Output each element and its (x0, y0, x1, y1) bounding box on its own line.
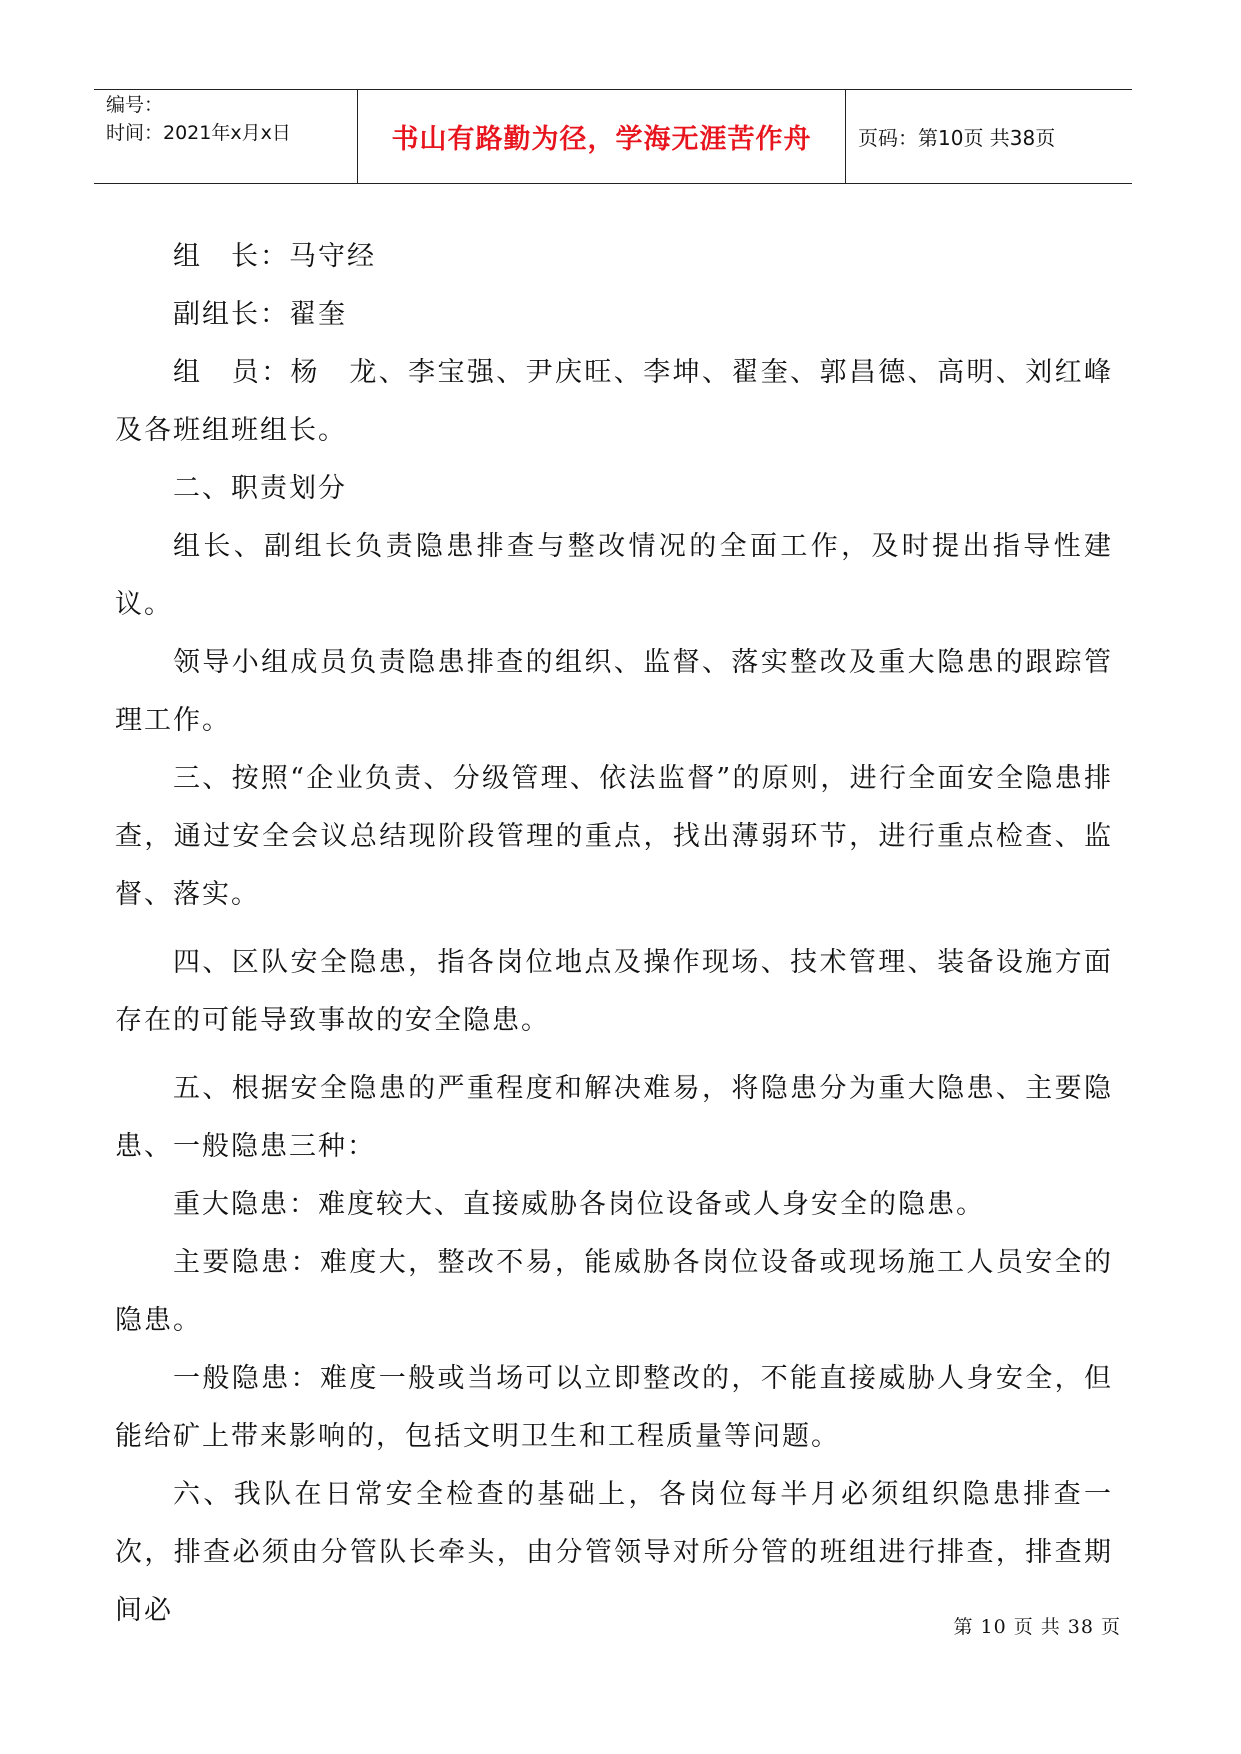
paragraph-section-six: 六、我队在日常安全检查的基础上，各岗位每半月必须组织隐患排查一次，排查必须由分管队长牵头，由分管领导对所分管的班组进行排查，排查期间必 (115, 1479, 1113, 1626)
header-page-cell (846, 90, 1132, 183)
paragraph-major-hazard: 重大隐患：难度较大、直接威胁各岗位设备或人身安全的隐患。 (173, 1189, 985, 1220)
paragraph-general-hazard: 一般隐患：难度一般或当场可以立即整改的，不能直接威胁人身安全，但能给矿上带来影响的，包括文明卫生和工程质量等问题。 (115, 1363, 1113, 1452)
paragraph-duties-leaders: 组长、副组长负责隐患排查与整改情况的全面工作，及时提出指导性建议。 (115, 531, 1113, 620)
section-heading-duties: 二、职责划分 (173, 473, 347, 504)
paragraph-deputy-leader: 副组长：翟奎 (173, 299, 347, 330)
header-meta-cell (94, 90, 358, 183)
paragraph-leader: 组 长：马守经 (173, 241, 376, 272)
document-body (115, 228, 1113, 1640)
paragraph-duties-members: 领导小组成员负责隐患排查的组织、监督、落实整改及重大隐患的跟踪管理工作。 (115, 647, 1113, 736)
paragraph-main-hazard: 主要隐患：难度大，整改不易，能威胁各岗位设备或现场施工人员安全的隐患。 (115, 1247, 1113, 1336)
paragraph-section-four: 四、区队安全隐患，指各岗位地点及操作现场、技术管理、装备设施方面存在的可能导致事故的安全隐患。 (115, 947, 1113, 1036)
page-footer: 第 10 页 共 38 页 (953, 1616, 1121, 1638)
header-motto: 书山有路勤为径，学海无涯苦作舟 (391, 124, 812, 155)
paragraph-section-five: 五、根据安全隐患的严重程度和解决难易，将隐患分为重大隐患、主要隐患、一般隐患三种： (115, 1073, 1113, 1162)
document-time-label: 时间：2021年x月x日 (106, 122, 291, 144)
header-motto-cell (358, 90, 846, 183)
paragraph-section-three: 三、按照“企业负责、分级管理、依法监督”的原则，进行全面安全隐患排查，通过安全会议总结现阶段管理的重点，找出薄弱环节，进行重点检查、监督、落实。 (115, 763, 1113, 910)
header-page-info: 页码：第10页 共38页 (858, 126, 1056, 150)
document-number-label: 编号： (106, 94, 164, 116)
paragraph-members: 组 员：杨 龙、李宝强、尹庆旺、李坤、翟奎、郭昌德、高明、刘红峰及各班组班组长。 (115, 357, 1113, 446)
document-header (94, 89, 1132, 184)
